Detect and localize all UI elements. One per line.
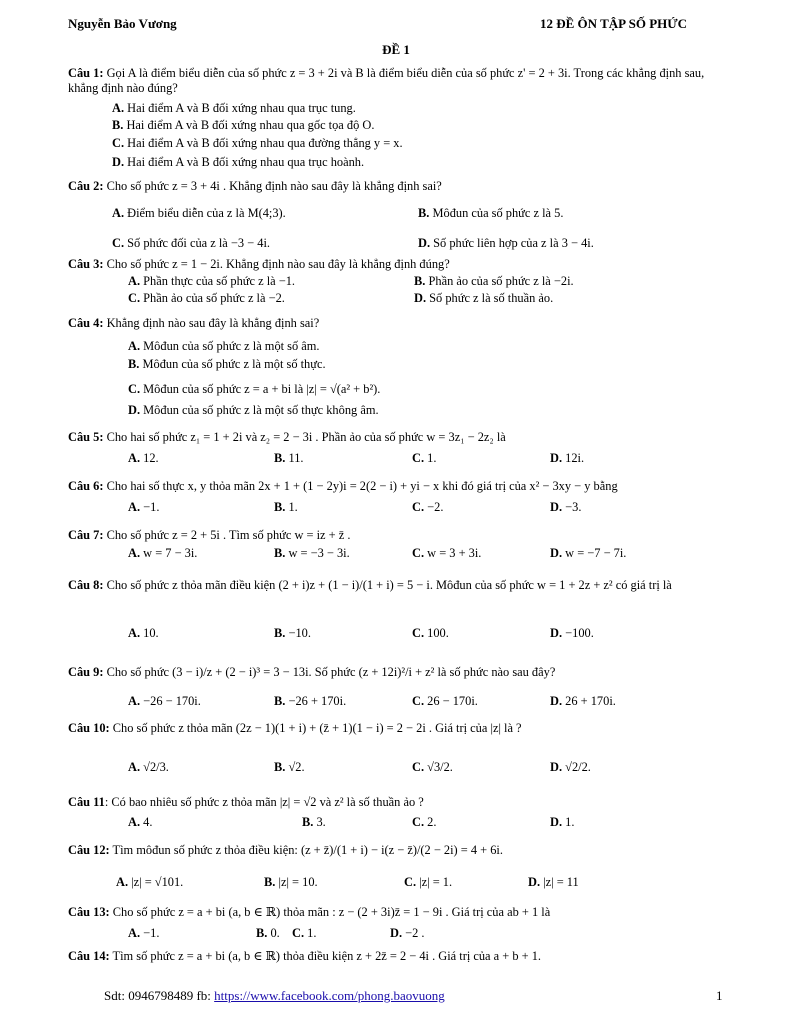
question-7: Câu 7: Cho số phức z = 2 + 5i . Tìm số phức w = iz + z̄ . [68,528,351,542]
question-13: Câu 13: Cho số phức z = a + bi (a, b ∈ ℝ) thỏa mãn : z − (2 + 3i)z̄ = 1 − 9i . Giá trị của ab + 1 là [68,905,551,919]
option[interactable]: C. |z| = 1. [404,875,453,889]
option[interactable]: B. √2. [274,760,305,774]
option[interactable]: B. Hai điểm A và B đối xứng nhau qua gốc tọa độ O. [112,118,375,132]
option[interactable]: C. −2. [412,500,444,514]
option[interactable]: A. 12. [128,451,159,465]
option[interactable]: B. 0. [256,926,280,940]
question-5: Câu 5: Cho hai số phức z₁ = 1 + 2i và z₂ = 2 − 3i . Phần ảo của số phức w = 3z₁ − 2z₂ là [68,430,506,444]
option[interactable]: B. Môđun của số phức z là 5. [418,206,564,220]
option[interactable]: B. 3. [302,815,326,829]
option[interactable]: A. 10. [128,626,159,640]
option[interactable]: D. 26 + 170i. [550,694,616,708]
option[interactable]: A. Môđun của số phức z là một số âm. [128,339,320,353]
option[interactable]: A. −1. [128,926,160,940]
option[interactable]: A. w = 7 − 3i. [128,546,198,560]
option[interactable]: B. −26 + 170i. [274,694,347,708]
question-6: Câu 6: Cho hai số thực x, y thỏa mãn 2x + 1 + (1 − 2y)i = 2(2 − i) + yi − x khi đó giá trị của x² − 3xy − y bằng [68,479,618,493]
option[interactable]: A. 4. [128,815,153,829]
option[interactable]: D. Số phức liên hợp của z là 3 − 4i. [418,236,594,250]
question-14: Câu 14: Tìm số phức z = a + bi (a, b ∈ ℝ) thỏa điều kiện z + 2z̄ = 2 − 4i . Giá trị của a + b + 1. [68,949,542,963]
question-3: Câu 3: Cho số phức z = 1 − 2i. Khẳng định nào sau đây là khẳng định đúng? [68,257,450,271]
option[interactable]: B. 1. [274,500,298,514]
option[interactable]: D. Hai điểm A và B đối xứng nhau qua trục hoành. [112,155,365,169]
option[interactable]: C. w = 3 + 3i. [412,546,482,560]
option[interactable]: A. Phần thực của số phức z là −1. [128,274,296,288]
question-10: Câu 10: Cho số phức z thỏa mãn (2z − 1)(1 + i) + (z̄ + 1)(1 − i) = 2 − 2i . Giá trị của |z| là ? [68,721,522,735]
option[interactable]: C. 2. [412,815,437,829]
option[interactable]: A. −26 − 170i. [128,694,201,708]
option[interactable]: C. Môđun của số phức z = a + bi là |z| = √(a² + b²). [128,382,381,396]
question-9: Câu 9: Cho số phức (3 − i)/z + (2 − i)³ = 3 − 13i. Số phức (z + 12i)²/i + z² là số phức nào sau đây? [68,665,556,679]
option[interactable]: B. Phần ảo của số phức z là −2i. [414,274,574,288]
option[interactable]: A. −1. [128,500,160,514]
option[interactable]: D. −100. [550,626,594,640]
exam-title: ĐỀ 1 [382,42,410,57]
option[interactable]: D. −3. [550,500,582,514]
question-2: Câu 2: Cho số phức z = 3 + 4i . Khẳng định nào sau đây là khẳng định sai? [68,179,442,193]
option[interactable]: D. 1. [550,815,575,829]
option[interactable]: B. |z| = 10. [264,875,318,889]
option[interactable]: D. √2/2. [550,760,591,774]
header-doc-title: 12 ĐỀ ÔN TẬP SỐ PHỨC [540,16,687,31]
option[interactable]: B. 11. [274,451,304,465]
option[interactable]: D. 12i. [550,451,585,465]
option[interactable]: D. |z| = 11 [528,875,579,889]
footer-facebook-link[interactable]: https://www.facebook.com/phong.baovuong [214,988,445,1003]
option[interactable]: C. 1. [292,926,317,940]
question-4: Câu 4: Khẳng định nào sau đây là khẳng định sai? [68,316,320,330]
footer-contact [104,988,445,1003]
option[interactable]: A. √2/3. [128,760,169,774]
option[interactable]: D. −2 . [390,926,425,940]
option[interactable]: C. Phần ảo của số phức z là −2. [128,291,285,305]
option[interactable]: C. 26 − 170i. [412,694,478,708]
option[interactable]: A. Hai điểm A và B đối xứng nhau qua trục tung. [112,101,356,115]
option[interactable]: C. 1. [412,451,437,465]
option[interactable]: D. w = −7 − 7i. [550,546,627,560]
question-11: Câu 11: Có bao nhiêu số phức z thỏa mãn |z| = √2 và z² là số thuần ảo ? [68,795,424,809]
question-12: Câu 12: Tìm môđun số phức z thỏa điều kiện: (z + z̄)/(1 + i) − i(z − z̄)/(2 − 2i) = 4 + 6i. [68,843,503,857]
option[interactable]: B. Môđun của số phức z là một số thực. [128,357,326,371]
option[interactable]: C. Số phức đối của z là −3 − 4i. [112,236,271,250]
question-1: Câu 1: Gọi A là điểm biểu diễn của số phức z = 3 + 2i và B là điểm biểu diễn của số phức z' = 2 + 3i. Trong các khẳng định sau, khẳng định nào đúng? [68,66,705,95]
option[interactable]: B. w = −3 − 3i. [274,546,350,560]
footer-phone: Sdt: 0946798489 fb: [104,988,211,1003]
option[interactable]: C. √3/2. [412,760,453,774]
header-author: Nguyễn Bảo Vương [68,16,177,31]
option[interactable]: D. Số phức z là số thuần ảo. [414,291,554,305]
page-number: 1 [716,988,723,1003]
option[interactable]: D. Môđun của số phức z là một số thực không âm. [128,403,379,417]
option[interactable]: C. 100. [412,626,449,640]
question-8: Câu 8: Cho số phức z thỏa mãn điều kiện (2 + i)z + (1 − i)/(1 + i) = 5 − i. Môđun của số phức w = 1 + 2z + z² có giá trị là [68,578,672,592]
option[interactable]: B. −10. [274,626,311,640]
option[interactable]: A. |z| = √101. [116,875,184,889]
option[interactable]: C. Hai điểm A và B đối xứng nhau qua đường thẳng y = x. [112,136,403,150]
option[interactable]: A. Điểm biểu diễn của z là M(4;3). [112,206,286,220]
